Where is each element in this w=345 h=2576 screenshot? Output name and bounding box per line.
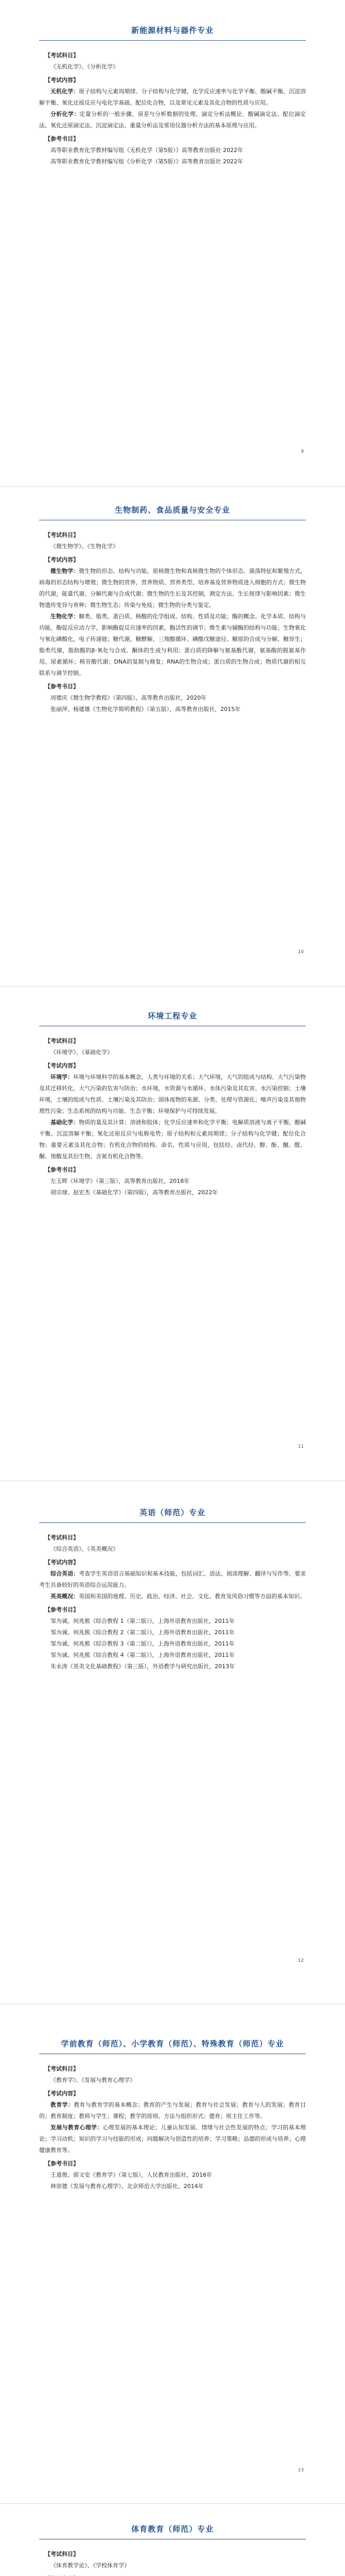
content-paragraph bbox=[39, 2122, 306, 2156]
content-paragraph bbox=[39, 1591, 306, 1602]
content-text: 微生物的形态、结构与功能，原核微生物和真核微生物的个体形态、菌落特征和繁殖方式，病毒的形态结构与增殖；微生物的营养，营养物质、营养类型、培养基及营养物质进入细胞的方式；微生物的代谢，能量代谢、分解代谢与合成代谢；微生物的生长及其控制，测定方法、生长规律与影响因素；微生物遗传变异与育种；微生物生态；传染与免疫；微生物的分类与鉴定。 bbox=[39, 568, 306, 608]
reference-item: 胡宗球、赵宏杰《基础化学》（第四版），高等教育出版社，2022年 bbox=[50, 1189, 218, 1196]
page-title: 英语（师范）专业 bbox=[139, 1508, 205, 1517]
subjects-list: 《综合英语》、《英美概况》 bbox=[50, 1546, 118, 1552]
refs-heading: 【参考书目】 bbox=[45, 135, 79, 142]
reference-item: 张丽萍、杨建雄《生物化学简明教程》（第五版），高等教育出版社，2015年 bbox=[50, 706, 240, 713]
refs-heading: 【参考书目】 bbox=[45, 2160, 79, 2167]
content-text: 环境与环境科学的基本概念，人类与环境的关系；大气环境，大气的组成与结构、大气污染物及其迁移转化、大气污染的危害与防治；水环境，水资源与水循环、水体污染及其危害、水污染控制；土壤环境，土壤的组成与性质、土壤污染及其防治；固体废物的来源、分类、处理与资源化；噪声污染及其他物理性污染；生态系统的结构与功能、生态平衡；环境保护与可持续发展。 bbox=[39, 1074, 306, 1114]
page-number: 11 bbox=[298, 1444, 304, 1449]
page-title: 生物制药、食品质量与安全专业 bbox=[114, 505, 230, 515]
subjects-heading: 【考试科目】 bbox=[45, 52, 79, 59]
page-title: 体育教育（师范）专业 bbox=[131, 2524, 214, 2534]
content-text: 教育与教育学的基本概念；教育的产生与发展；教育与社会发展；教育与人的发展；教育目的；教育制度；教师与学生；课程；教学的原则、方法与组织形式；德育；班主任工作等。 bbox=[39, 2102, 306, 2120]
reference-item: 邹为诚、何兆熊《综合教程 3（第二版）》，上海外语教育出版社，2011年 bbox=[50, 1640, 235, 1647]
content-heading: 【考试内容】 bbox=[45, 556, 79, 563]
page-title: 环境工程专业 bbox=[147, 1011, 197, 1021]
subjects-list: 《环境学》、《基础化学》 bbox=[50, 1049, 113, 1056]
content-paragraph bbox=[39, 86, 306, 109]
content-paragraph bbox=[39, 566, 306, 611]
reference-item: 高等职业教育化学教材编写组《无机化学（第5版）》高等教育出版社 2022年 bbox=[50, 147, 243, 154]
page bbox=[0, 487, 345, 987]
page bbox=[0, 987, 345, 1481]
content-label: 综合英语： bbox=[50, 1570, 79, 1577]
subjects-list: 《教育学》、《发展与教育心理学》 bbox=[50, 2077, 135, 2083]
content-label: 发展与教育心理学： bbox=[50, 2124, 103, 2131]
content-text: 英国和美国的地理、历史、政治、经济、社会、文化、教育及风俗习惯等方面的基本知识。 bbox=[79, 1593, 305, 1600]
refs-heading: 【参考书目】 bbox=[45, 1606, 79, 1613]
content-paragraph bbox=[39, 1072, 306, 1117]
subjects-heading: 【考试科目】 bbox=[45, 1534, 79, 1541]
subjects-list: 《体育教学论》、《学校体育学》 bbox=[50, 2562, 130, 2569]
subjects-heading: 【考试科目】 bbox=[45, 2065, 79, 2072]
title-rule bbox=[39, 1522, 306, 1523]
page-number: 9 bbox=[301, 449, 304, 454]
content-text: 考查学生英语语言基础知识和基本技能，包括词汇、语法、阅读理解、翻译与写作等，要求考生具备较好的英语综合运用能力。 bbox=[39, 1570, 306, 1588]
subjects-list: 《无机化学》、《分析化学》 bbox=[50, 63, 118, 70]
content-text: 心理发展的基本理论；儿童认知发展、情绪与社会性发展的特点；学习的基本理论；学习动机；知识的学习与技能的形成；问题解决与创造性的培养；学习策略；品德的形成与培养；心理健康教育等。 bbox=[39, 2124, 306, 2154]
content-label: 基础化学： bbox=[50, 1119, 79, 1126]
subjects-heading: 【考试科目】 bbox=[45, 1038, 79, 1044]
content-label: 无机化学： bbox=[50, 88, 79, 95]
content-heading: 【考试内容】 bbox=[45, 1559, 79, 1566]
page-title: 学前教育（师范）、小学教育（师范）、特殊教育（师范）专业 bbox=[61, 2039, 284, 2048]
content-paragraph bbox=[39, 611, 306, 679]
content-label: 微生物学： bbox=[50, 568, 79, 574]
page bbox=[0, 1481, 345, 2004]
refs-heading: 【参考书目】 bbox=[45, 683, 79, 690]
content-paragraph bbox=[39, 2099, 306, 2122]
reference-item: 王道俊、郭文安《教育学》（第七版），人民教育出版社，2016年 bbox=[50, 2172, 212, 2178]
subjects-heading: 【考试科目】 bbox=[45, 532, 79, 538]
reference-item: 朱永涛《英美文化基础教程》（第三版），外语教学与研究出版社，2013年 bbox=[50, 1663, 235, 1670]
subjects-list: 《微生物学》、《生物化学》 bbox=[50, 543, 118, 550]
content-text: 定量分析的一般步骤、误差与分析数据的处理、滴定分析法概论、酸碱滴定法、配位滴定法、氧化还原滴定法、沉淀滴定法、重量分析法及常用仪器分析方法的基本原理与应用。 bbox=[39, 111, 306, 129]
reference-item: 邹为诚、何兆熊《综合教程 2（第二版）》，上海外语教育出版社，2011年 bbox=[50, 1629, 235, 1636]
page-number: 13 bbox=[298, 2468, 304, 2473]
page-title: 新能源材料与器件专业 bbox=[131, 26, 214, 35]
page bbox=[0, 0, 345, 487]
page-number: 12 bbox=[298, 1958, 304, 1963]
content-label: 生物化学： bbox=[50, 613, 79, 620]
content-text: 糖类、脂类、蛋白质、核酸的化学组成、结构、性质及功能；酶的概念、化学本质、结构与功能，酶促反应动力学，影响酶促反应速率的因素，酶活性的调节；维生素与辅酶的结构与功能；生物氧化与氧化磷酸化，电子传递链；糖代谢，糖酵解、三羧酸循环、磷酸戊糖途径、糖原的合成与分解、糖异生；脂类代谢，脂肪酸的β-氧化与合成、酮体的生成与利用；蛋白质的降解与氨基酸代谢，氨基酸的脱氨基作用、尿素循环；核苷酸代谢；DNA的复制与修复；RNA的生物合成；蛋白质的生物合成；物质代谢的相互联系与调节控制。 bbox=[39, 613, 306, 676]
refs-heading: 【参考书目】 bbox=[45, 1166, 79, 1173]
content-text: 原子结构与元素周期律、分子结构与化学键、化学反应速率与化学平衡、酸碱平衡、沉淀溶解平衡、氧化还原反应与电化学基础、配位化合物，以及常见元素及其化合物的性质与应用。 bbox=[39, 88, 306, 106]
content-heading: 【考试内容】 bbox=[45, 77, 79, 83]
content-label: 英美概况： bbox=[50, 1593, 79, 1600]
content-label: 教育学： bbox=[50, 2102, 74, 2108]
reference-item: 邹为诚、何兆熊《综合教程 1（第二版）》，上海外语教育出版社，2011年 bbox=[50, 1618, 235, 1624]
content-label: 环境学： bbox=[50, 1074, 74, 1080]
content-heading bbox=[39, 2573, 306, 2576]
content-paragraph bbox=[39, 1117, 306, 1162]
page bbox=[0, 2004, 345, 2504]
content-heading: 【考试内容】 bbox=[45, 1062, 79, 1069]
subjects-heading: 【考试科目】 bbox=[45, 2551, 79, 2557]
content-label: 分析化学： bbox=[50, 111, 80, 117]
page bbox=[0, 2504, 345, 2576]
content-paragraph bbox=[39, 1568, 306, 1591]
reference-item: 左玉辉《环境学》（第三版），高等教育出版社，2018年 bbox=[50, 1178, 189, 1184]
title-rule bbox=[39, 40, 306, 41]
reference-item: 邹为诚、何兆熊《综合教程 4（第二版）》，上海外语教育出版社，2011年 bbox=[50, 1652, 235, 1658]
reference-item: 林崇德《发展与教育心理学》，北京师范大学出版社，2014年 bbox=[50, 2183, 204, 2190]
content-text: 物质的量及其计算；溶液和胶体；化学反应速率和化学平衡；电解质溶液与离子平衡，酸碱平衡、沉淀溶解平衡；氧化还原反应与电极电势；原子结构和元素周期律；分子结构与化学键；配位化合物；重要元素及其化合物；有机化合物的结构、命名、性质与应用，包括烃、卤代烃、醇、酚、醚、醛、酮、羧酸及其衍生物、含氮有机化合物等。 bbox=[39, 1119, 306, 1160]
reference-item: 周德庆《微生物学教程》（第四版），高等教育出版社，2020年 bbox=[50, 694, 206, 701]
content-heading: 【考试内容】 bbox=[45, 2090, 79, 2097]
content-paragraph bbox=[39, 109, 306, 131]
page-number: 10 bbox=[298, 950, 304, 955]
reference-item: 高等职业教育化学教材编写组《分析化学（第5版）》高等教育出版社 2022年 bbox=[50, 158, 243, 165]
